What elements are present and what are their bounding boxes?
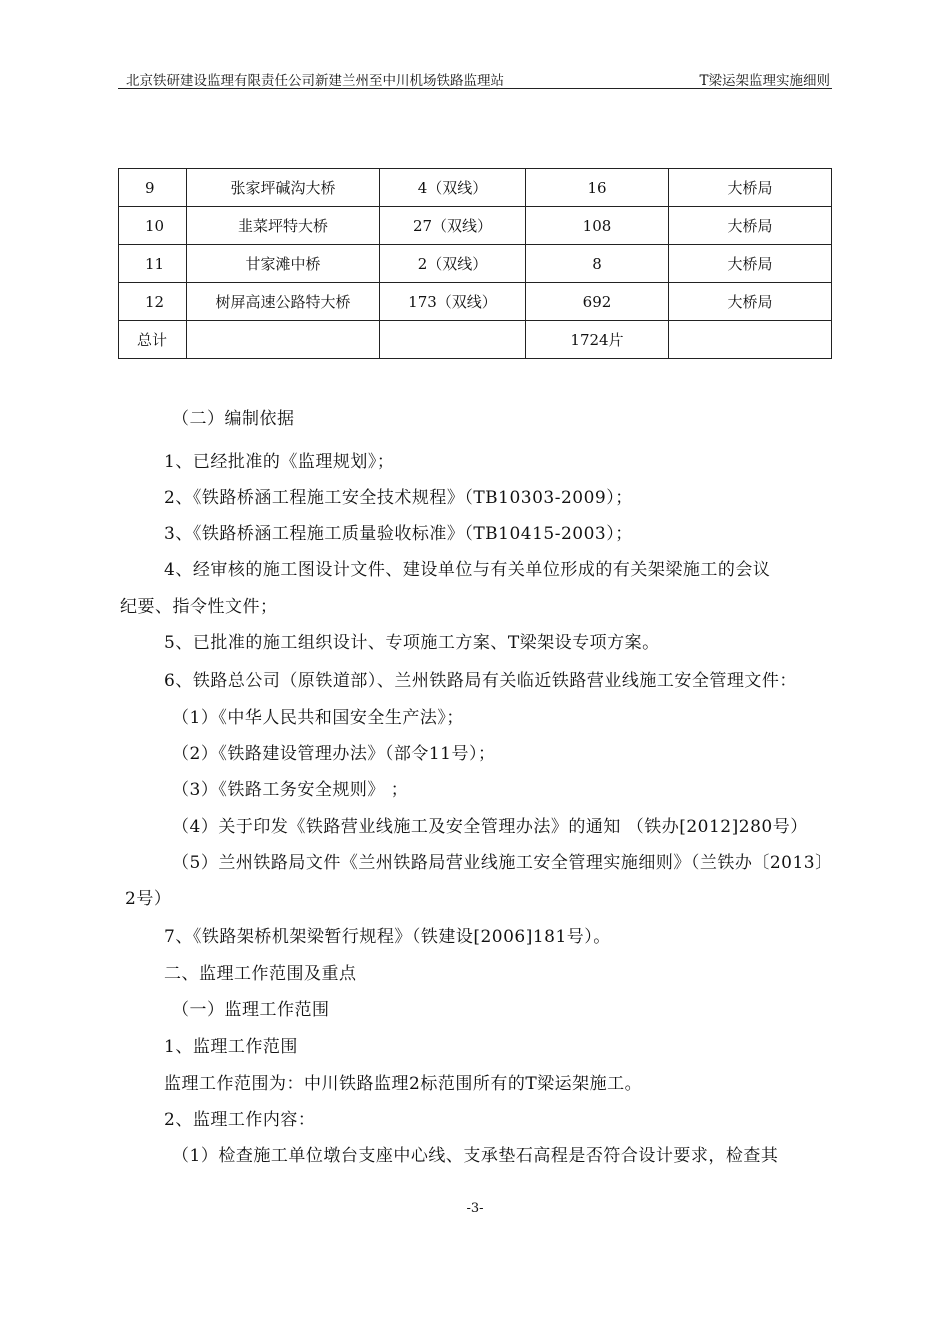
cell-spans: 4（双线） [380, 169, 526, 207]
paragraph: （4）关于印发《铁路营业线施工及安全管理办法》的通知 （铁办[2012]280号） [172, 817, 808, 837]
cell-no: 12 [119, 283, 187, 321]
paragraph: 2号） [125, 889, 172, 909]
table-row [119, 283, 832, 321]
paragraph: 1、监理工作范围 [164, 1037, 298, 1057]
cell-unit: 大桥局 [669, 283, 832, 321]
cell-count: 692 [526, 283, 669, 321]
table-row-total [119, 321, 832, 359]
paragraph: （1）检查施工单位墩台支座中心线、支承垫石高程是否符合设计要求，检查其 [172, 1146, 779, 1166]
cell-total-count: 1724片 [526, 321, 669, 359]
cell-no: 11 [119, 245, 187, 283]
cell-unit: 大桥局 [669, 245, 832, 283]
cell-bridge: 树屏高速公路特大桥 [187, 283, 380, 321]
cell-spans [380, 321, 526, 359]
paragraph: （5）兰州铁路局文件《兰州铁路局营业线施工安全管理实施细则》（兰铁办〔2013〕 [172, 853, 833, 873]
cell-count: 8 [526, 245, 669, 283]
header-doc-title: T梁运架监理实施细则 [699, 73, 830, 89]
paragraph: 2、《铁路桥涵工程施工安全技术规程》（TB10303-2009）； [164, 488, 633, 508]
cell-unit: 大桥局 [669, 169, 832, 207]
paragraph: 5、已批准的施工组织设计、专项施工方案、T梁架设专项方案。 [164, 633, 660, 653]
table-row [119, 169, 832, 207]
cell-unit [669, 321, 832, 359]
paragraph: （1）《中华人民共和国安全生产法》； [172, 708, 464, 728]
paragraph: 4、经审核的施工图设计文件、建设单位与有关单位形成的有关架梁施工的会议 [164, 560, 771, 580]
cell-spans: 27（双线） [380, 207, 526, 245]
section-heading: 二、监理工作范围及重点 [164, 964, 357, 984]
cell-bridge: 韭菜坪特大桥 [187, 207, 380, 245]
paragraph: 1、已经批准的《监理规划》； [164, 452, 395, 472]
table-row [119, 207, 832, 245]
paragraph: 2、监理工作内容： [164, 1110, 316, 1130]
cell-spans: 173（双线） [380, 283, 526, 321]
cell-count: 16 [526, 169, 669, 207]
cell-count: 108 [526, 207, 669, 245]
beam-table [118, 168, 832, 359]
paragraph: 纪要、指令性文件； [120, 597, 278, 617]
cell-bridge: 甘家滩中桥 [187, 245, 380, 283]
cell-no: 9 [119, 169, 187, 207]
paragraph: （2）《铁路建设管理办法》（部令11号）； [172, 744, 496, 764]
paragraph: 6、铁路总公司（原铁道部）、兰州铁路局有关临近铁路营业线施工安全管理文件： [164, 671, 797, 691]
cell-unit: 大桥局 [669, 207, 832, 245]
cell-total-label: 总计 [119, 321, 187, 359]
paragraph: （3）《铁路工务安全规则》 ； [172, 780, 409, 800]
table-row [119, 245, 832, 283]
paragraph: 监理工作范围为：中川铁路监理2标范围所有的T梁运架施工。 [164, 1074, 643, 1094]
cell-no: 10 [119, 207, 187, 245]
page-number: -3- [466, 1201, 484, 1216]
cell-bridge [187, 321, 380, 359]
section-heading: （二）编制依据 [172, 409, 295, 429]
paragraph: 3、《铁路桥涵工程施工质量验收标准》（TB10415-2003）； [164, 524, 633, 544]
header-company: 北京铁研建设监理有限责任公司新建兰州至中川机场铁路监理站 [126, 73, 504, 89]
section-heading: （一）监理工作范围 [172, 1000, 330, 1020]
cell-bridge: 张家坪碱沟大桥 [187, 169, 380, 207]
paragraph: 7、《铁路架桥机架梁暂行规程》（铁建设[2006]181号）。 [164, 927, 611, 947]
cell-spans: 2（双线） [380, 245, 526, 283]
page-header [118, 68, 832, 89]
